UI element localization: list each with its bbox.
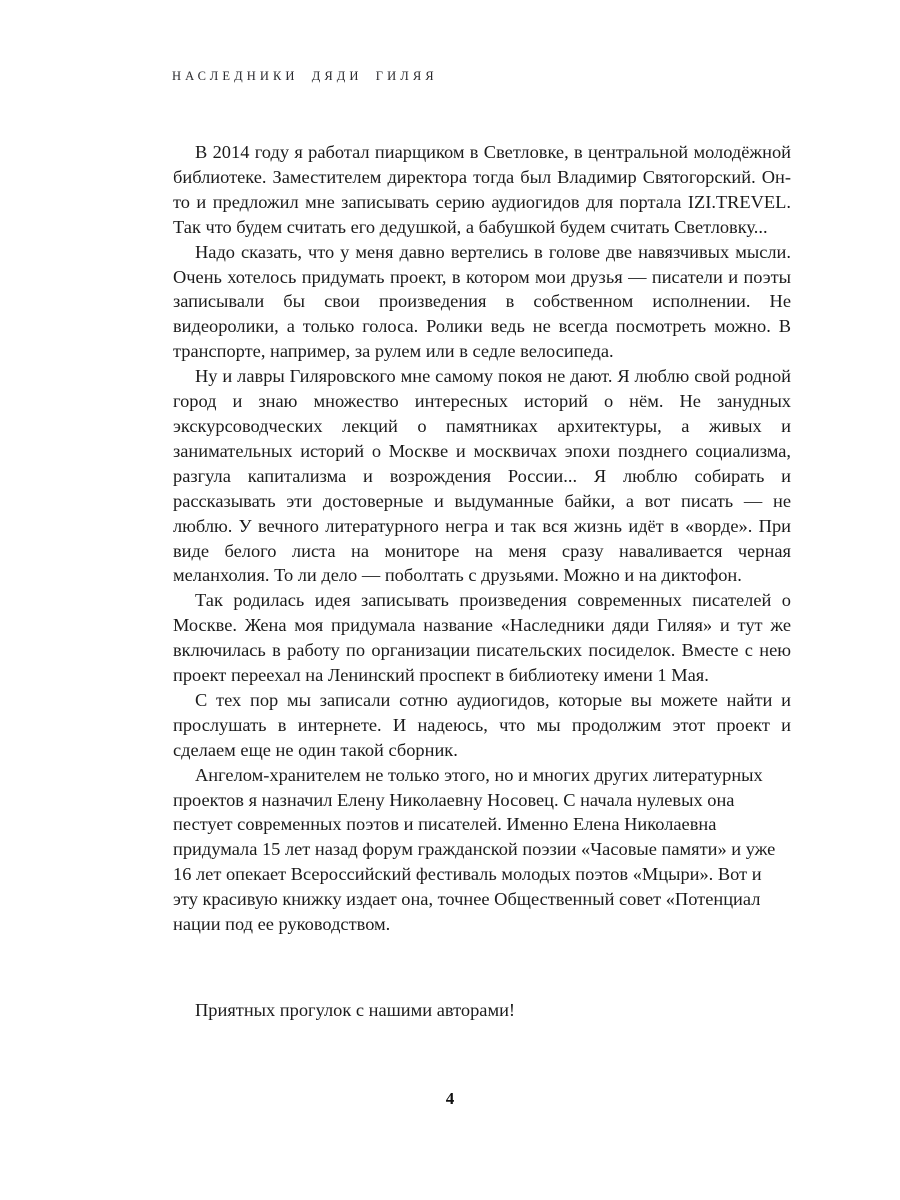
page-number: 4	[445, 1089, 455, 1108]
paragraph: Ангелом-хранителем не только этого, но и многих других литературных проектов я назначил Елену Николаевну Носовец. С начала нулевых она пестует современных поэтов и писателей. Именно Елена Николаевна придумала 15 лет назад форум гражданской поэзии «Часовые памяти» и уже 16 лет опекает Всероссийский фестиваль молодых поэтов «Мцыри». Вот и эту красивую книжку издает она, точнее Общественный совет «Потенциал нации под ее руководством.	[173, 764, 776, 935]
closing-salutation: Приятных прогулок с нашими авторами!	[195, 1000, 516, 1020]
paragraph: С тех пор мы записали сотню аудиогидов, которые вы можете найти и прослушать в интернете. И надеюсь, что мы продолжим этот проект и сделаем еще не один такой сборник.	[173, 689, 791, 760]
paragraph: В 2014 году я работал пиарщиком в Светловке, в центральной молодёжной библиотеке. Заместителем директора тогда был Владимир Святогорский. Он-то и предложил мне записывать серию аудиогидов для портала IZI.TREVEL. Так что будем считать его дедушкой, а бабушкой будем считать Светловку...	[173, 142, 791, 237]
paragraph: Так родилась идея записывать произведения современных писателей о Москве. Жена моя придумала название «Наследники дяди Гиляя» и тут же включилась в работу по организации писательских посиделок. Вместе с нею проект переехал на Ленинский проспект в библиотеку имени 1 Мая.	[173, 590, 791, 686]
paragraph: Ну и лавры Гиляровского мне самому покоя не дают. Я люблю свой родной город и знаю множество интересных историй о нём. Не занудных экскурсоводческих лекций о памятниках архитектуры, а живых и занимательных историй о Москве и москвичах эпохи позднего социализма, разгула капитализма и возрождения России... Я люблю собирать и рассказывать эти достоверные и выдуманные байки, а вот писать — не люблю. У вечного литературного негра и так вся жизнь идёт в «ворде». При виде белого листа на мониторе на меня сразу наваливается черная меланхолия. То ли дело — поболтать с друзьями. Можно и на диктофон.	[173, 366, 791, 586]
body-text	[173, 140, 791, 937]
running-head: НАСЛЕДНИКИ ДЯДИ ГИЛЯЯ	[172, 69, 438, 83]
paragraph: Надо сказать, что у меня давно вертелись в голове две навязчивых мысли. Очень хотелось придумать проект, в котором мои друзья — писатели и поэты записывали бы свои произведения в собственном исполнении. Не видеоролики, а только голоса. Ролики ведь не всегда посмотреть можно. В транспорте, например, за рулем или в седле велосипеда.	[173, 241, 791, 362]
